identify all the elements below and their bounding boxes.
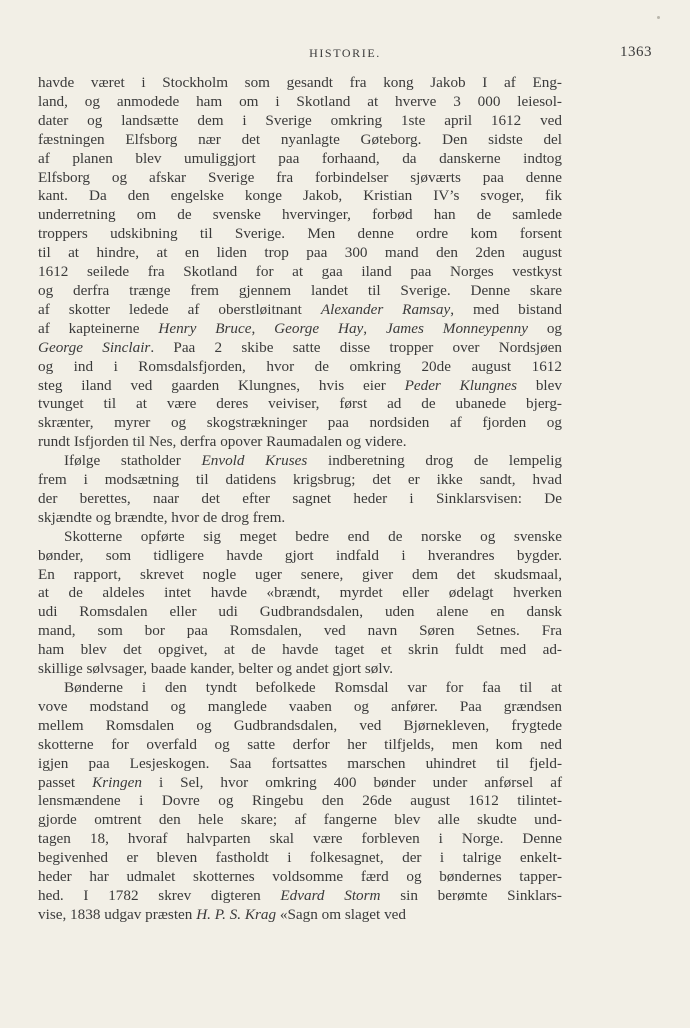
paper-speck (657, 16, 660, 19)
text-line: En rapport, skrevet nogle uger senere, giver dem det skudsmaal, (38, 565, 562, 583)
text-line: tagen 18, hvoraf halvparten skal være forbleven i Norge. Denne (38, 830, 562, 848)
text-line: hed. I 1782 skrev digteren Edvard Storm sin berømte Sinklars- (38, 886, 562, 904)
text-line: kant. Da den engelske konge Jakob, Kristian IV’s svoger, fik (38, 187, 562, 205)
text-line: George Sinclair. Paa 2 skibe satte disse tropper over Nordsjøen (38, 338, 562, 356)
text-line: skjændte og brændte, hvor de drog frem. (38, 508, 286, 526)
text-line: bønder, som tidligere havde gjort indfald i hverandres bygder. (38, 546, 562, 564)
text-line: og derfra trænge frem gjennem landet til Sverige. Denne skare (38, 281, 562, 299)
text-line: vove modstand og manglede vaaben og anfører. Paa grændsen (38, 697, 562, 715)
body-text (38, 74, 562, 925)
text-line: lensmændene i Dovre og Ringebu den 26de august 1612 tilintet- (38, 792, 562, 810)
text-line: udi Romsdalen eller udi Gudbrandsdalen, uden alene en dansk (38, 603, 562, 621)
text-line: troppers udskibning til Sverige. Men denne ordre kom forsent (38, 225, 562, 243)
text-line: skotterne for overfald og satte derfor her tilfjelds, men kom ned (38, 735, 562, 753)
text-line: vise, 1838 udgav præsten H. P. S. Krag «Sagn om slaget ved (38, 905, 406, 923)
text-line: gjorde omtrent den hele skare; af fangerne blev alle skudte und- (38, 811, 562, 829)
text-line: rundt Isfjorden til Nes, derfra opover Raumadalen og videre. (38, 433, 407, 451)
text-line: fæstningen Elfsborg nær det nyanlagte Gøteborg. Den sidste del (38, 130, 562, 148)
running-title: HISTORIE. (309, 46, 381, 60)
text-line: 1612 seilede fra Skotland for at gaa iland paa Norges vestkyst (38, 263, 562, 281)
text-line: passet Kringen i Sel, hvor omkring 400 bønder under anførsel af (38, 773, 562, 791)
text-line: og ind i Romsdalsfjorden, hvor de omkring 20de august 1612 (38, 357, 562, 375)
text-line: til at hindre, at en liden trop paa 300 mand den 2den august (38, 244, 562, 262)
paragraph (38, 528, 562, 679)
text-line: havde været i Stockholm som gesandt fra kong Jakob I af Eng- (38, 74, 562, 91)
text-line: frem i modsætning til datidens krigsbrug; det er ikke sandt, hvad (38, 471, 562, 489)
paragraph (38, 679, 562, 925)
text-line: skrænter, myrer og skogstrækninger paa nordsiden af fjorden og (38, 414, 562, 432)
page-number: 1363 (620, 44, 652, 60)
text-line: mand, som bor paa Romsdalen, ved navn Søren Setnes. Fra (38, 622, 562, 640)
text-line: begivenhed er bleven fastholdt i folkesagnet, der i talrige enkelt- (38, 849, 562, 867)
text-line: steg iland ved gaarden Klungnes, hvis eier Peder Klungnes blev (38, 376, 562, 394)
text-line: tvunget til at være deres veiviser, først ad de ubanede bjerg- (38, 395, 562, 413)
text-line: skillige sølvsager, baade kander, belter og andet gjort sølv. (38, 660, 394, 678)
text-line: dater og landsætte dem i Sverige omkring 1ste april 1612 ved (38, 111, 562, 129)
text-line: der berettes, naar det efter sagnet heder i Sinklarsvisen: De (38, 489, 562, 507)
text-line: Bønderne i den tyndt befolkede Romsdal var for faa til at (64, 679, 562, 696)
paragraph (38, 74, 562, 452)
text-line: land, og anmodede ham om i Skotland at hverve 3 000 leiesol- (38, 92, 562, 110)
running-header (38, 44, 652, 64)
text-line: af planen blev umuliggjort paa forhaand, da danskerne indtog (38, 149, 562, 167)
text-line: igjen paa Lesjeskogen. Saa fortsattes marschen uhindret til fjeld- (38, 754, 562, 772)
text-line: Elfsborg og afskar Sverige fra forbindelser sjøværts paa denne (38, 168, 562, 186)
text-line: Skotterne opførte sig meget bedre end de norske og svenske (64, 527, 562, 545)
text-line: af skotter ledede af oberstløitnant Alexander Ramsay, med bistand (38, 300, 562, 318)
text-line: mellem Romsdalen og Gudbrandsdalen, ved Bjørnekleven, frygtede (38, 716, 562, 734)
text-line: af kapteinerne Henry Bruce, George Hay, James Monneypenny og (38, 319, 563, 337)
paragraph (38, 452, 562, 528)
text-line: Ifølge statholder Envold Kruses indberetning drog de lempelig (64, 452, 563, 470)
text-line: underretning om de svenske hvervinger, forbød han de samlede (38, 206, 562, 224)
text-line: ham blev det opgivet, at de havde taget et skrin fuldt med ad- (38, 641, 562, 659)
text-line: at de aldeles intet havde «brændt, myrdet eller ødelagt hverken (38, 584, 562, 602)
text-line: heder har udmalet skotternes voldsomme færd og bøndernes tapper- (38, 868, 562, 886)
